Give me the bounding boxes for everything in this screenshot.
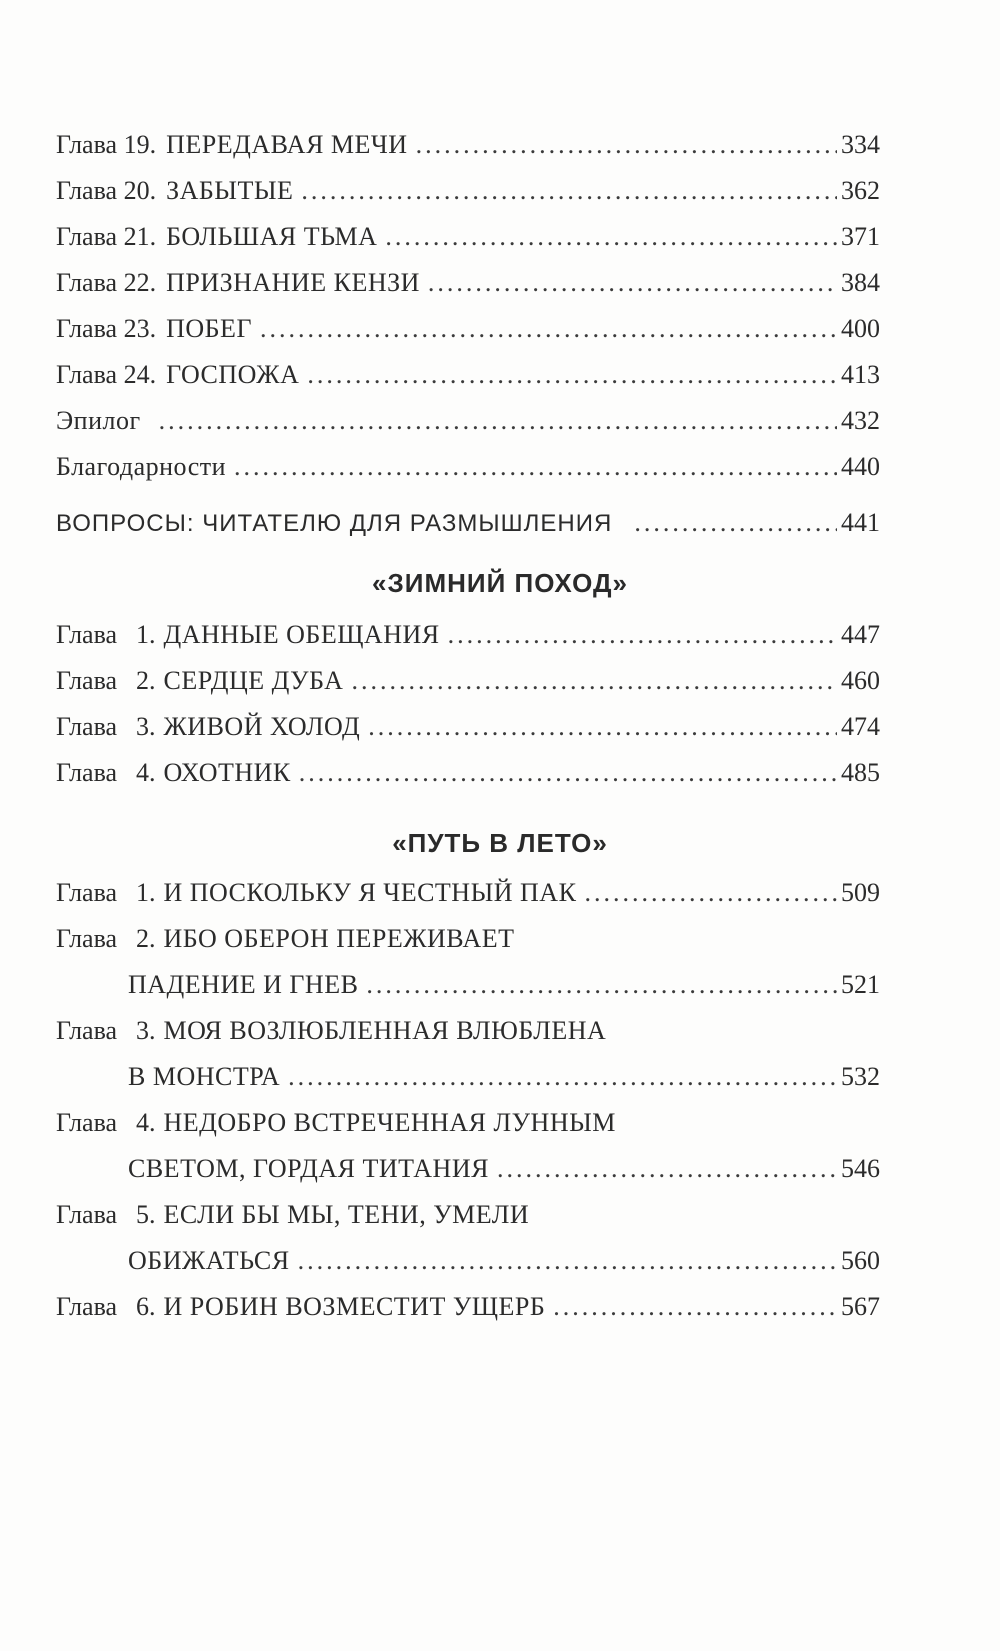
chapter-word: Глава bbox=[56, 1292, 118, 1321]
toc-entry-continuation bbox=[56, 1054, 880, 1100]
page-number: 441 bbox=[841, 508, 880, 537]
chapter-label: Глава 23. bbox=[56, 314, 157, 343]
chapter-title-continuation: В МОНСТРА bbox=[128, 1062, 281, 1091]
page-number: 413 bbox=[841, 360, 880, 389]
chapter-number: 3. bbox=[136, 712, 156, 741]
chapter-number: 1. bbox=[136, 878, 156, 907]
toc-entry bbox=[56, 168, 880, 214]
toc-entry bbox=[56, 870, 880, 916]
toc-entry-acknowledgements bbox=[56, 444, 880, 490]
leader-dots bbox=[416, 122, 837, 168]
leader-dots bbox=[299, 750, 837, 796]
chapter-word: Глава bbox=[56, 924, 118, 953]
leader-dots bbox=[351, 658, 837, 704]
section-heading-summer: «ПУТЬ В ЛЕТО» bbox=[392, 828, 608, 858]
leader-dots bbox=[366, 962, 837, 1008]
chapter-title: МОЯ ВОЗЛЮБЛЕННАЯ ВЛЮБЛЕНА bbox=[163, 1016, 607, 1045]
chapter-number: 1. bbox=[136, 620, 156, 649]
leader-dots bbox=[288, 1054, 837, 1100]
toc-entry bbox=[56, 1008, 880, 1054]
chapter-title: СЕРДЦЕ ДУБА bbox=[163, 666, 344, 695]
chapter-title: И ПОСКОЛЬКУ Я ЧЕСТНЫЙ ПАК bbox=[163, 878, 577, 907]
section-heading-winter: «ЗИМНИЙ ПОХОД» bbox=[372, 568, 628, 598]
chapter-number: 2. bbox=[136, 924, 156, 953]
chapter-number: 5. bbox=[136, 1200, 156, 1229]
leader-dots bbox=[497, 1146, 837, 1192]
chapter-title: ДАННЫЕ ОБЕЩАНИЯ bbox=[163, 620, 440, 649]
chapter-title: ОХОТНИК bbox=[163, 758, 291, 787]
page-number: 521 bbox=[841, 970, 880, 999]
chapter-title: И РОБИН ВОЗМЕСТИТ УЩЕРБ bbox=[163, 1292, 546, 1321]
toc-section-3 bbox=[56, 870, 880, 1330]
page-number: 509 bbox=[841, 878, 880, 907]
page-number: 440 bbox=[841, 452, 880, 481]
toc-entry-epilogue bbox=[56, 398, 880, 444]
page-number: 460 bbox=[841, 666, 880, 695]
chapter-label: Глава 20. bbox=[56, 176, 157, 205]
chapter-number: 2. bbox=[136, 666, 156, 695]
chapter-label bbox=[56, 750, 156, 796]
chapter-word: Глава bbox=[56, 1016, 118, 1045]
page-number: 560 bbox=[841, 1246, 880, 1275]
toc-entry bbox=[56, 704, 880, 750]
toc-section-2 bbox=[56, 612, 880, 796]
toc-entry bbox=[56, 1192, 880, 1238]
chapter-label bbox=[56, 870, 156, 916]
chapter-title-continuation: ОБИЖАТЬСЯ bbox=[128, 1246, 290, 1275]
chapter-title: ПЕРЕДАВАЯ МЕЧИ bbox=[166, 130, 408, 159]
page-number: 447 bbox=[841, 620, 880, 649]
toc-entry bbox=[56, 260, 880, 306]
toc-entry bbox=[56, 352, 880, 398]
chapter-title: ВОПРОСЫ: ЧИТАТЕЛЮ ДЛЯ РАЗМЫШЛЕНИЯ bbox=[56, 510, 613, 537]
toc-entry bbox=[56, 658, 880, 704]
leader-dots bbox=[368, 704, 837, 750]
chapter-label: Глава 24. bbox=[56, 360, 157, 389]
page-number: 362 bbox=[841, 176, 880, 205]
page-number: 567 bbox=[841, 1292, 880, 1321]
chapter-label bbox=[56, 1100, 156, 1146]
chapter-number: 6. bbox=[136, 1292, 156, 1321]
toc-entry bbox=[56, 916, 880, 962]
leader-dots bbox=[307, 352, 837, 398]
page-number: 371 bbox=[841, 222, 880, 251]
chapter-label bbox=[56, 1284, 156, 1330]
page-number: 546 bbox=[841, 1154, 880, 1183]
chapter-label bbox=[56, 704, 156, 750]
toc-entry-questions bbox=[56, 500, 880, 546]
chapter-number: 4. bbox=[136, 1108, 156, 1137]
chapter-word: Глава bbox=[56, 1108, 118, 1137]
chapter-label bbox=[56, 658, 156, 704]
chapter-title: БОЛЬШАЯ ТЬМА bbox=[166, 222, 378, 251]
chapter-word: Глава bbox=[56, 620, 118, 649]
chapter-word: Глава bbox=[56, 666, 118, 695]
leader-dots bbox=[428, 260, 837, 306]
chapter-title: НЕДОБРО ВСТРЕЧЕННАЯ ЛУННЫМ bbox=[163, 1108, 616, 1137]
chapter-word: Глава bbox=[56, 712, 118, 741]
chapter-title: ПОБЕГ bbox=[166, 314, 252, 343]
chapter-number: 3. bbox=[136, 1016, 156, 1045]
chapter-title: ПРИЗНАНИЕ КЕНЗИ bbox=[166, 268, 420, 297]
toc-entry-continuation bbox=[56, 1238, 880, 1284]
chapter-word: Глава bbox=[56, 1200, 118, 1229]
chapter-title: ГОСПОЖА bbox=[166, 360, 300, 389]
toc-entry bbox=[56, 214, 880, 260]
chapter-word: Глава bbox=[56, 758, 118, 787]
leader-dots bbox=[301, 168, 837, 214]
chapter-title: ЕСЛИ БЫ МЫ, ТЕНИ, УМЕЛИ bbox=[163, 1200, 530, 1229]
chapter-title: ЗАБЫТЫЕ bbox=[166, 176, 294, 205]
page-number: 384 bbox=[841, 268, 880, 297]
leader-dots bbox=[159, 398, 837, 444]
chapter-label bbox=[56, 612, 156, 658]
toc-entry-continuation bbox=[56, 962, 880, 1008]
chapter-title: Благодарности bbox=[56, 452, 227, 481]
leader-dots bbox=[584, 870, 837, 916]
chapter-title: ИБО ОБЕРОН ПЕРЕЖИВАЕТ bbox=[163, 924, 515, 953]
chapter-word: Глава bbox=[56, 878, 118, 907]
page-number: 532 bbox=[841, 1062, 880, 1091]
chapter-label: Глава 21. bbox=[56, 222, 157, 251]
leader-dots bbox=[553, 1284, 837, 1330]
toc-entry bbox=[56, 750, 880, 796]
toc-entry bbox=[56, 612, 880, 658]
toc-entry bbox=[56, 306, 880, 352]
chapter-title: ЖИВОЙ ХОЛОД bbox=[163, 712, 361, 741]
leader-dots bbox=[634, 500, 837, 546]
page-number: 432 bbox=[841, 406, 880, 435]
chapter-title-continuation: ПАДЕНИЕ И ГНЕВ bbox=[128, 970, 359, 999]
leader-dots bbox=[234, 444, 837, 490]
toc-entry bbox=[56, 122, 880, 168]
leader-dots bbox=[448, 612, 837, 658]
page-number: 485 bbox=[841, 758, 880, 787]
toc-entry bbox=[56, 1284, 880, 1330]
chapter-label bbox=[56, 1008, 156, 1054]
leader-dots bbox=[260, 306, 837, 352]
chapter-label: Глава 19. bbox=[56, 130, 157, 159]
leader-dots bbox=[298, 1238, 837, 1284]
toc-entry-continuation bbox=[56, 1146, 880, 1192]
chapter-label: Глава 22. bbox=[56, 268, 157, 297]
page-number: 474 bbox=[841, 712, 880, 741]
chapter-title-continuation: СВЕТОМ, ГОРДАЯ ТИТАНИЯ bbox=[128, 1154, 489, 1183]
leader-dots bbox=[385, 214, 837, 260]
chapter-label bbox=[56, 916, 156, 962]
chapter-label bbox=[56, 1192, 156, 1238]
page-number: 400 bbox=[841, 314, 880, 343]
toc-entry bbox=[56, 1100, 880, 1146]
chapter-number: 4. bbox=[136, 758, 156, 787]
page-number: 334 bbox=[841, 130, 880, 159]
chapter-title: Эпилог bbox=[56, 406, 141, 435]
toc-section-1 bbox=[56, 122, 880, 546]
